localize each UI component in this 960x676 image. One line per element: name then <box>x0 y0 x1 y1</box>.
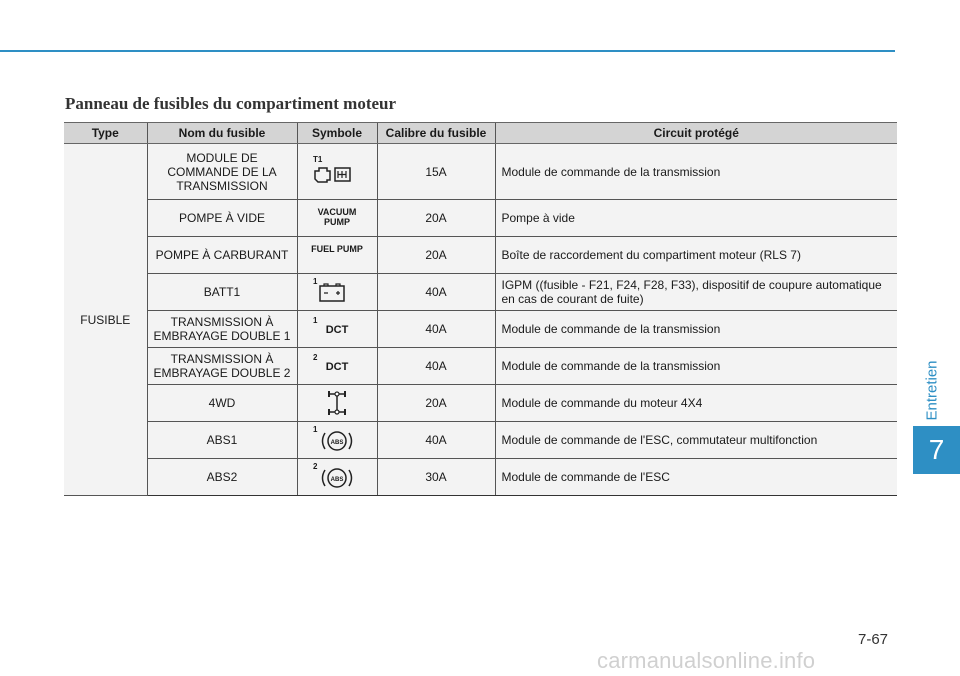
fuse-name: POMPE À VIDE <box>147 200 297 237</box>
engine-transmission-icon <box>307 154 367 187</box>
symbol-cell <box>297 348 377 385</box>
protected-circuit: Module de commande du moteur 4X4 <box>495 385 897 422</box>
protected-circuit: Module de commande de l'ESC <box>495 459 897 496</box>
protected-circuit: Module de commande de la transmission <box>495 144 897 200</box>
fuse-rating: 40A <box>377 311 495 348</box>
section-title: Panneau de fusibles du compartiment moteur <box>65 94 397 113</box>
side-tab-label: Entretien <box>923 359 941 421</box>
table-row <box>64 200 897 237</box>
protected-circuit: Module de commande de l'ESC, commutateur multifonction <box>495 422 897 459</box>
fuse-name: ABS1 <box>147 422 297 459</box>
header-type: Type <box>64 123 147 144</box>
page-number: 7-67 <box>858 631 889 648</box>
symbol-cell <box>297 311 377 348</box>
watermark: carmanualsonline.info <box>597 648 816 673</box>
fuse-rating: 20A <box>377 385 495 422</box>
symbol-superscript: 1 <box>313 425 318 434</box>
header-rule <box>0 50 895 52</box>
table-row <box>64 274 897 311</box>
table-row <box>64 422 897 459</box>
symbol-cell <box>297 274 377 311</box>
fuse-rating: 20A <box>377 237 495 274</box>
header-circuit: Circuit protégé <box>495 123 897 144</box>
battery-icon <box>307 277 367 307</box>
symbol-superscript: 2 <box>313 462 318 471</box>
fuse-name: MODULE DE COMMANDE DE LA TRANSMISSION <box>147 144 297 200</box>
fuse-name: TRANSMISSION À EMBRAYAGE DOUBLE 1 <box>147 311 297 348</box>
fuse-rating: 40A <box>377 274 495 311</box>
fuse-rating: 15A <box>377 144 495 200</box>
fuse-name: POMPE À CARBURANT <box>147 237 297 274</box>
type-cell: FUSIBLE <box>64 144 147 496</box>
fuse-name: BATT1 <box>147 274 297 311</box>
header-rating: Calibre du fusible <box>377 123 495 144</box>
table-row <box>64 385 897 422</box>
table-row <box>64 459 897 496</box>
dct-label: 1 DCT <box>313 316 349 336</box>
chapter-number-tab[interactable]: 7 <box>913 426 960 474</box>
protected-circuit: Pompe à vide <box>495 200 897 237</box>
protected-circuit: IGPM ((fusible - F21, F24, F28, F33), dispositif de coupure automatique en cas de courant de fuite) <box>495 274 897 311</box>
table-row <box>64 237 897 274</box>
abs-icon: 2 ABS <box>307 462 367 492</box>
table-row <box>64 144 897 200</box>
4wd-icon <box>307 388 367 418</box>
fuse-rating: 40A <box>377 422 495 459</box>
table-header-row <box>64 123 897 144</box>
symbol-cell <box>297 459 377 496</box>
header-fuse-name: Nom du fusible <box>147 123 297 144</box>
fuse-rating: 20A <box>377 200 495 237</box>
symbol-superscript: 2 <box>313 353 318 362</box>
dct-label: 2 DCT <box>313 353 349 373</box>
symbol-superscript: 1 <box>313 277 318 286</box>
table-row <box>64 348 897 385</box>
abs-icon: 1 ABS <box>307 425 367 455</box>
symbol-cell <box>297 385 377 422</box>
protected-circuit: Module de commande de la transmission <box>495 311 897 348</box>
symbol-superscript: T1 <box>313 154 323 164</box>
protected-circuit: Module de commande de la transmission <box>495 348 897 385</box>
fuse-name: 4WD <box>147 385 297 422</box>
table-row <box>64 311 897 348</box>
fuse-name: ABS2 <box>147 459 297 496</box>
fuse-name: TRANSMISSION À EMBRAYAGE DOUBLE 2 <box>147 348 297 385</box>
fuse-rating: 30A <box>377 459 495 496</box>
protected-circuit: Boîte de raccordement du compartiment moteur (RLS 7) <box>495 237 897 274</box>
symbol-cell <box>297 422 377 459</box>
fuse-rating: 40A <box>377 348 495 385</box>
symbol-cell <box>297 144 377 200</box>
fuel-pump-label: FUEL PUMP <box>311 244 363 254</box>
header-symbol: Symbole <box>297 123 377 144</box>
fuse-table <box>64 122 897 496</box>
symbol-superscript: 1 <box>313 316 318 325</box>
symbol-cell <box>297 200 377 237</box>
symbol-cell <box>297 237 377 274</box>
vacuum-pump-label: VACUUM PUMP <box>317 207 357 227</box>
